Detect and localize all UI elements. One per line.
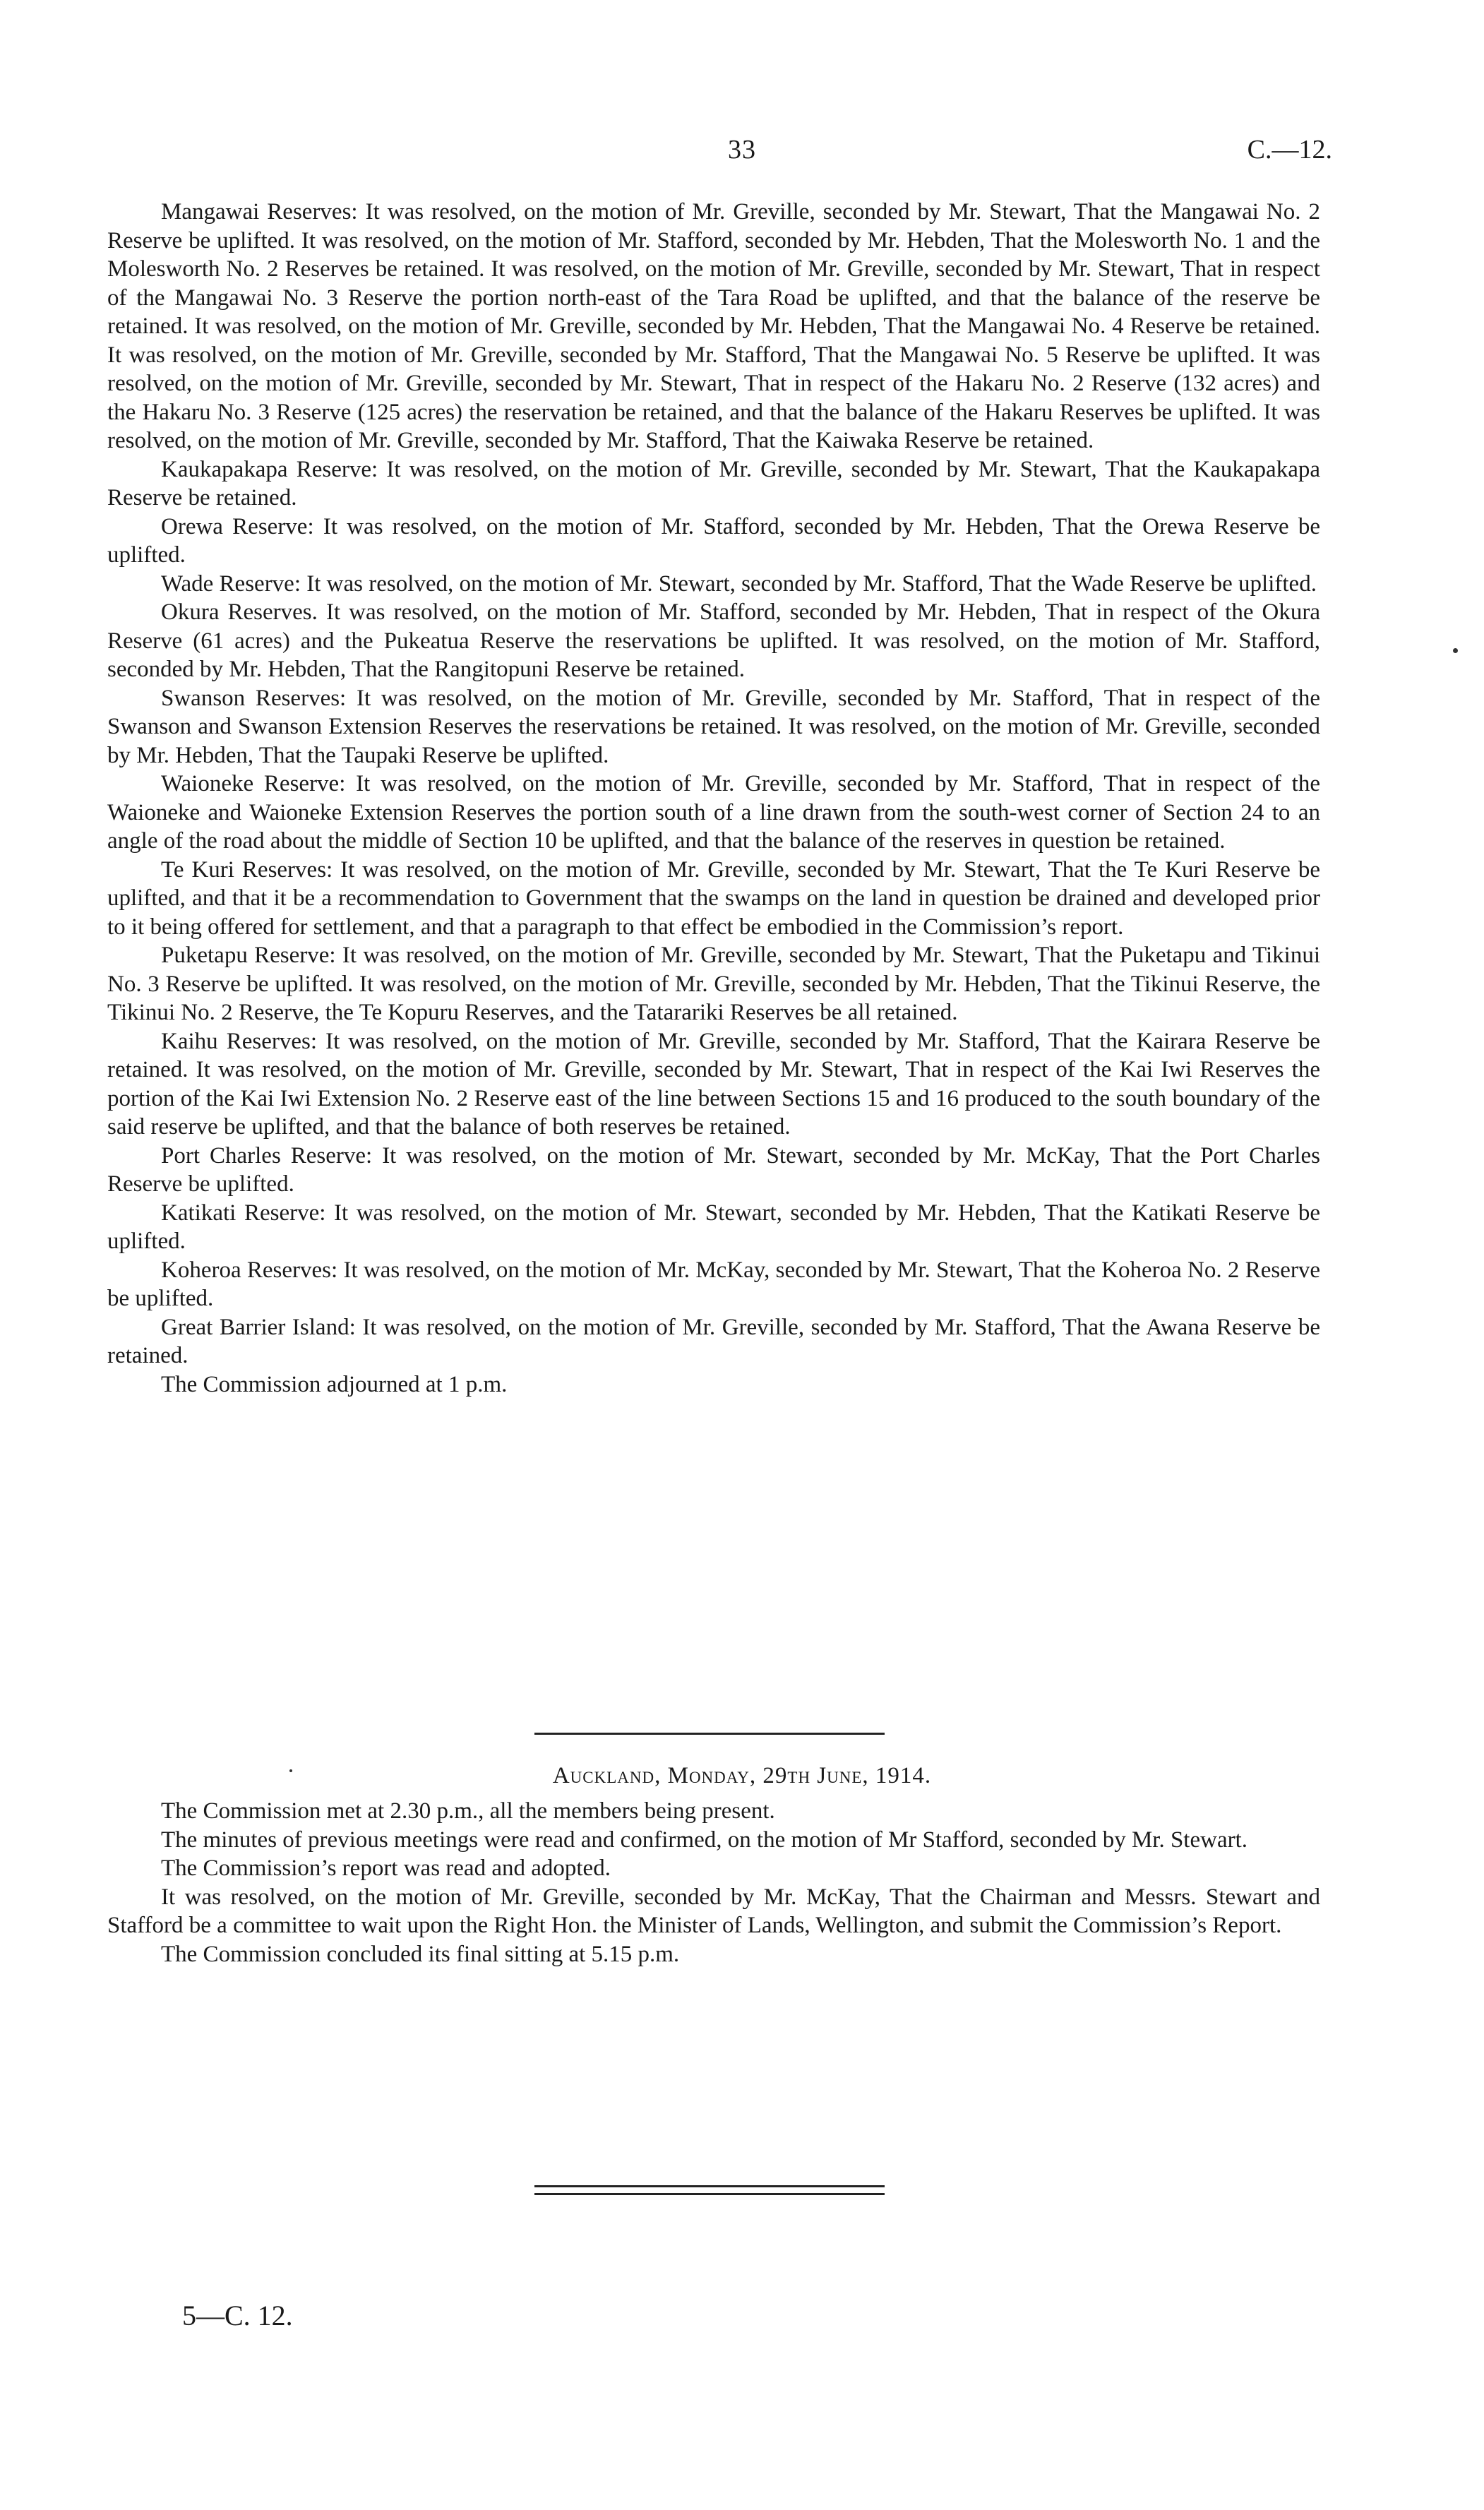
paragraph-heading: Puketapu Reserve: xyxy=(161,943,336,968)
paragraph-heading: Koheroa Reserves: xyxy=(161,1257,338,1283)
paragraph-mangawai-reserves xyxy=(107,198,1320,455)
paragraph-heading: Te Kuri Reserves: xyxy=(161,856,333,883)
paragraph-heading: Katikati Reserve: xyxy=(161,1200,326,1226)
paragraph-text: It was resolved, on the motion of Mr. Greville, seconded by Mr. Stewart, That the Mangawai No. 2 Reserve be uplifted. It was resolved, on the motion of Mr. Stafford, seconded by Mr. Hebden, That the Molesworth No. 1 and the Molesworth No. 2 Reserves be retained. It was resolved, on the motion of Mr. Greville, seconded by Mr. Stewart, That in respect of the Mangawai No. 3 Reserve the portion north-east of the Tara Road be uplifted, and that the balance of the reserve be retained. It was resolved, on the motion of Mr. Greville, seconded by Mr. Hebden, That the Mangawai No. 4 Reserve be retained. It was resolved, on the motion of Mr. Greville, seconded by Mr. Stafford, That the Mangawai No. 5 Reserve be uplifted. It was resolved, on the motion of Mr. Greville, seconded by Mr. Stewart, That in respect of the Hakaru No. 2 Reserve (132 acres) and the Hakaru No. 3 Reserve (125 acres) the reservation be retained, and that the balance of the Hakaru Reserves be uplifted. It was resolved, on the motion of Mr. Greville, seconded by Mr. Stafford, That the Kaiwaka Reserve be retained. xyxy=(107,199,1320,453)
paragraph-okura-reserves xyxy=(107,598,1320,684)
paragraph-text: It was resolved, on the motion of Mr. Greville, seconded by Mr. Stafford, That in respect of the Swanson and Swanson Extension Reserves the reservations be retained. It was resolved, on the motion of Mr. Greville, seconded by Mr. Hebden, That the Taupaki Reserve be uplifted. xyxy=(107,685,1321,768)
paragraph-text: It was resolved, on the motion of Mr. Stewart, seconded by Mr. McKay, That the Port Charles Reserve be uplifted. xyxy=(107,1142,1320,1197)
meeting-minutes xyxy=(107,1797,1320,1968)
paragraph-puketapu-reserve xyxy=(107,941,1320,1027)
paragraph-text: The Commission adjourned at 1 p.m. xyxy=(161,1371,508,1397)
paragraph-text: It was resolved, on the motion of Mr. Stewart, seconded by Mr. Stafford, That the Wade Reserve be uplifted. xyxy=(301,570,1317,597)
paragraph-kaihu-reserves xyxy=(107,1027,1320,1142)
meeting-paragraph: The minutes of previous meetings were read and confirmed, on the motion of Mr Stafford, seconded by Mr. Stewart. xyxy=(161,1827,1248,1853)
heading-day: Monday, xyxy=(667,1763,757,1788)
paragraph-heading: Okura Reserves. xyxy=(161,599,318,625)
paragraph-text: It was resolved, on the motion of Mr. Greville, seconded by Mr. Stewart, That the Kaukapakapa Reserve be retained. xyxy=(107,456,1320,510)
paragraph-text: It was resolved, on the motion of Mr. Stewart, seconded by Mr. Hebden, That the Katikati Reserve be uplifted. xyxy=(107,1200,1320,1254)
paragraph-heading: Kaihu Reserves: xyxy=(161,1028,318,1054)
meeting-paragraph: The Commission concluded its final sitting at 5.15 p.m. xyxy=(161,1941,680,1967)
paragraph-text: It was resolved, on the motion of Mr. Greville, seconded by Mr. Stafford, That the Kairara Reserve be retained. It was resolved, on the motion of Mr. Greville, seconded by Mr. Stewart, That in respect of the Kai Iwi Reserves the portion of the Kai Iwi Extension No. 2 Reserve east of the line between Sections 15 and 16 produced to the south boundary of the said reserve be uplifted, and that the balance of both reserves be retained. xyxy=(107,1028,1320,1140)
paragraph-heading: Port Charles Reserve: xyxy=(161,1142,373,1169)
paragraph-text: It was resolved, on the motion of Mr. Greville, seconded by Mr. Stewart, That the Puketapu and Tikinui No. 3 Reserve be uplifted. It was resolved, on the motion of Mr. Greville, seconded by Mr. Hebden, That the Tikinui Reserve, the Tikinui No. 2 Reserve, the Te Kopuru Reserves, and the Tatarariki Reserves be all retained. xyxy=(107,943,1320,1025)
paragraph-text: It was resolved, on the motion of Mr. Greville, seconded by Mr. Stafford, That the Awana Reserve be retained. xyxy=(107,1314,1320,1368)
paragraph-adjournment xyxy=(107,1370,1320,1399)
signature-reference: 5—C. 12. xyxy=(182,2300,293,2331)
heading-year: 1914. xyxy=(875,1763,932,1788)
heading-place: Auckland, xyxy=(552,1763,662,1788)
paragraph-swanson-reserves xyxy=(107,684,1320,770)
paragraph-heading: Wade Reserve: xyxy=(161,570,301,597)
meeting-date-heading xyxy=(0,1763,1484,1789)
paragraph-heading: Orewa Reserve: xyxy=(161,513,314,539)
paragraph-koheroa-reserves xyxy=(107,1256,1320,1313)
paragraph-wade-reserve xyxy=(107,570,1320,599)
minutes-body xyxy=(107,198,1320,1399)
paragraph-heading: Mangawai Reserves: xyxy=(161,199,358,225)
meeting-paragraph: The Commission’s report was read and adopted. xyxy=(161,1855,611,1881)
paragraph-kaukapakapa-reserve xyxy=(107,455,1320,513)
print-speck xyxy=(1453,648,1458,653)
paragraph-heading: Great Barrier Island: xyxy=(161,1314,356,1340)
paragraph-text: It was resolved, on the motion of Mr. Stafford, seconded by Mr. Hebden, That the Orewa Reserve be uplifted. xyxy=(107,513,1320,568)
document-reference: C.—12. xyxy=(1247,135,1332,165)
paragraph-heading: Kaukapakapa Reserve: xyxy=(161,456,378,482)
paragraph-te-kuri-reserves xyxy=(107,856,1320,942)
heading-date: 29th June, xyxy=(762,1763,869,1788)
paragraph-text: It was resolved, on the motion of Mr. Stafford, seconded by Mr. Hebden, That in respect of the Okura Reserve (61 acres) and the Pukeatua Reserve the reservations be uplifted. It was resolved, on the motion of Mr. Stafford, seconded by Mr. Hebden, That the Rangitopuni Reserve be retained. xyxy=(107,599,1321,682)
paragraph-text: It was resolved, on the motion of Mr. Greville, seconded by Mr. Stafford, That in respect of the Waioneke and Waioneke Extension Reserves the portion south of a line drawn from the south-west corner of Section 24 to an angle of the road about the middle of Section 10 be uplifted, and that the balance of the reserves in question be retained. xyxy=(107,771,1320,854)
page-number: 33 xyxy=(728,135,756,165)
paragraph-orewa-reserve xyxy=(107,513,1320,570)
paragraph-text: It was resolved, on the motion of Mr. Greville, seconded by Mr. Stewart, That the Te Kuri Reserve be uplifted, and that it be a recommendation to Government that the swamps on the land in question be drained and developed prior to it being offered for settlement, and that a paragraph to that effect be embodied in the Commission’s report. xyxy=(107,856,1320,940)
paragraph-waioneke-reserve xyxy=(107,770,1320,856)
meeting-paragraph: The Commission met at 2.30 p.m., all the members being present. xyxy=(161,1798,775,1824)
meeting-paragraph: It was resolved, on the motion of Mr. Greville, seconded by Mr. McKay, That the Chairman and Messrs. Stewart and Stafford be a committee to wait upon the Right Hon. the Minister of Lands, Wellington, and submit the Commission’s Report. xyxy=(107,1884,1320,1938)
paragraph-katikati-reserve xyxy=(107,1199,1320,1256)
print-speck xyxy=(289,1769,292,1772)
paragraph-port-charles-reserve xyxy=(107,1142,1320,1199)
paragraph-heading: Swanson Reserves: xyxy=(161,685,347,711)
end-double-rule xyxy=(534,2185,885,2195)
section-divider xyxy=(534,1733,885,1735)
paragraph-great-barrier-island xyxy=(107,1313,1320,1370)
paragraph-heading: Waioneke Reserve: xyxy=(161,771,346,796)
paragraph-text: It was resolved, on the motion of Mr. McKay, seconded by Mr. Stewart, That the Koheroa No. 2 Reserve be uplifted. xyxy=(107,1257,1320,1311)
